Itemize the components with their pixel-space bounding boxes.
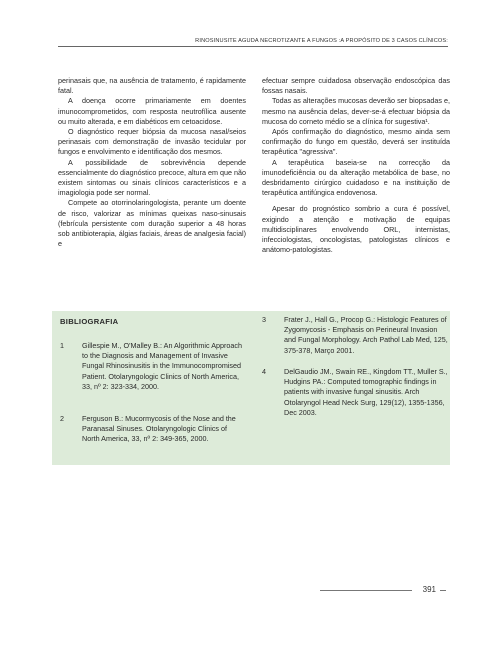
reference-text: Gillespie M., O'Malley B.: An Algorithmic Approach to the Diagnosis and Management of Invasive Fungal Rhinosinusitis in the Immunocompromised Patient. Otolaryngologic Clinics of North America, 33, nº 2: 323-334, 2000. (82, 341, 242, 391)
paragraph: Compete ao otorrinolaringologista, perante um doente de risco, valorizar as mínimas queixas naso-sinusais (febrícula persistente com duração superior a 48 horas sob antibioterapia, álgias faciais, áreas de analgesia facial) e (58, 198, 246, 249)
reference-text: Frater J., Hall G., Procop G.: Histologic Features of Zygomycosis - Emphasis on Perineural Invasion and Fungal Morphology. Arch Pathol Lab Med, 125, 375-378, Março 2001. (284, 315, 448, 355)
paragraph: perinasais que, na ausência de tratamento, é rapidamente fatal. (58, 76, 246, 96)
paragraph: O diagnóstico requer biópsia da mucosa nasal/seios perinasais com demonstração de invasão tecidular por fungos e envolvimento e identificação dos mesmos. (58, 127, 246, 157)
paragraph: A doença ocorre primariamente em doentes imunocomprometidos, com resposta neutrofílica ausente ou muito alterada, e em diabéticos em cetoacidose. (58, 96, 246, 126)
bibliography-title: BIBLIOGRAFIA (60, 317, 119, 326)
right-column (262, 76, 450, 255)
paragraph: Todas as alterações mucosas deverão ser biopsadas e, mesmo na ausência delas, dever-se-á efectuar biópsia da mucosa do corneto médio se a clínica for sugestiva¹. (262, 96, 450, 126)
reference-number: 4 (262, 367, 266, 376)
running-header: RINOSINUSITE AGUDA NECROTIZANTE A FUNGOS :A PROPÓSITO DE 3 CASOS CLÍNICOS: (58, 38, 448, 47)
paragraph: A possibilidade de sobrevivência depende essencialmente do diagnóstico precoce, altura em que não existem sintomas ou sinais clínicos característicos e a imagiologia pode ser normal. (58, 157, 246, 198)
reference-number: 1 (60, 341, 64, 350)
paragraph: Após confirmação do diagnóstico, mesmo ainda sem confirmação do fungo em questão, deverá ser instituída terapêutica "agressiva". (262, 127, 450, 157)
reference-text: DelGaudio JM., Swain RE., Kingdom TT., Muller S., Hudgins PA.: Computed tomographic findings in patients with invasive fungal sinusitis. Arch Otolaryngol Head Neck Surg, 129(12), 1355-1356, Dec 2003. (284, 367, 448, 417)
paragraph: Apesar do prognóstico sombrio a cura é possível, exigindo a atenção e motivação de equipas multidisciplinares envolvendo ORL, internistas, infecciologistas, oncologistas, patologistas clínicos e anátomo-patologistas. (262, 204, 450, 255)
reference-text: Ferguson B.: Mucormycosis of the Nose and the Paranasal Sinuses. Otolaryngologic Clinics of North America, 33, nº 2: 349-365, 2000. (82, 414, 236, 444)
footer-rule (440, 590, 446, 591)
left-column (58, 76, 246, 249)
reference-number: 2 (60, 414, 64, 423)
page-number: 391 (422, 585, 436, 594)
paragraph: efectuar sempre cuidadosa observação endoscópica das fossas nasais. (262, 76, 450, 96)
paragraph: A terapêutica baseia-se na correcção da imunodeficiência ou da alteração metabólica de base, no desbridamento cirúrgico cuidadoso e na instituição de terapêutica antifúngica endovenosa. (262, 157, 450, 198)
bibliography-box (52, 311, 450, 465)
footer-rule (320, 590, 412, 591)
reference-number: 3 (262, 315, 266, 324)
